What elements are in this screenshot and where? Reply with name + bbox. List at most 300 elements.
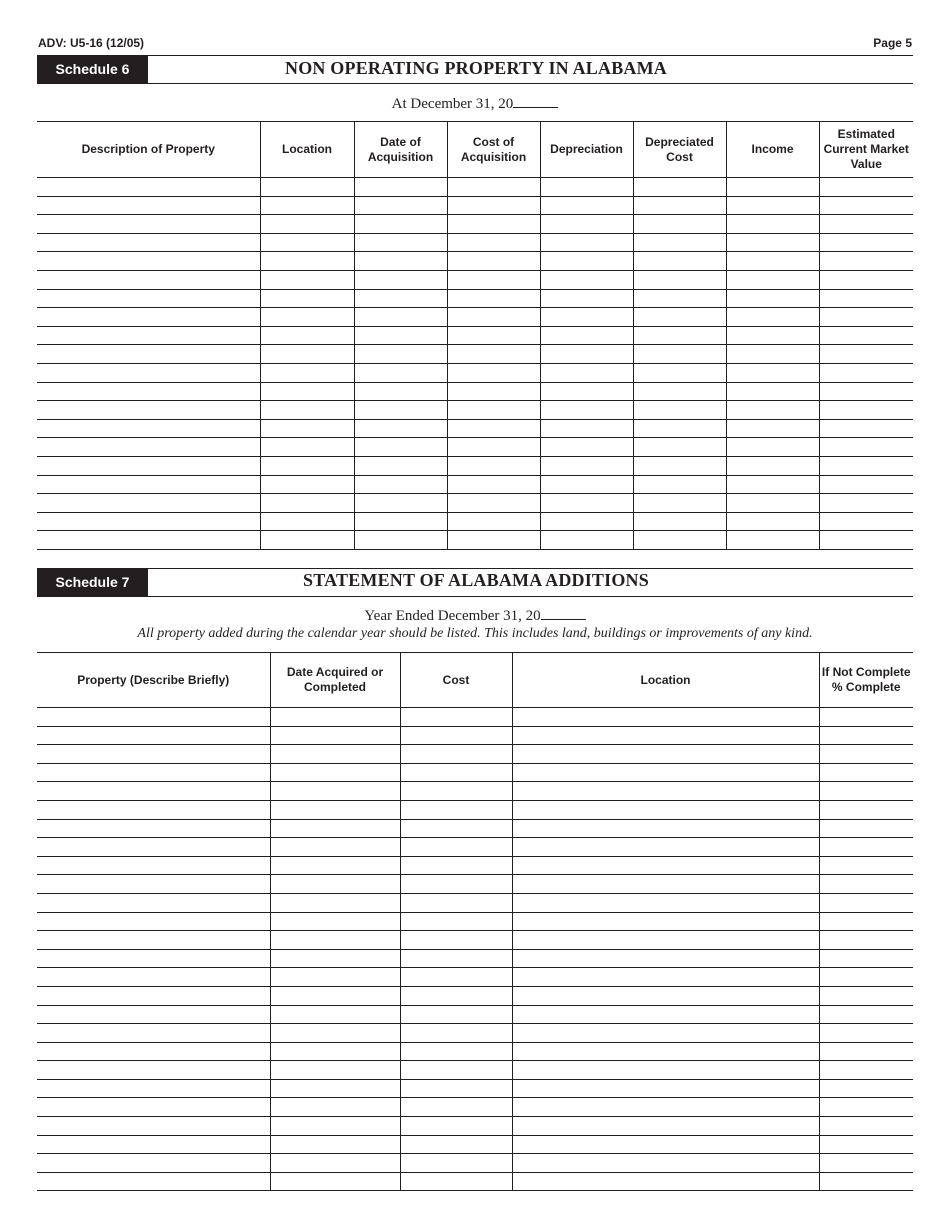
schedule7-entry-cell[interactable] <box>270 708 400 727</box>
schedule6-entry-cell[interactable] <box>726 326 819 345</box>
schedule7-entry-cell[interactable] <box>819 1098 913 1117</box>
schedule7-column-header: If Not Complete % Complete <box>819 653 913 708</box>
schedule6-entry-cell[interactable] <box>37 252 260 271</box>
schedule7-entry-cell[interactable] <box>270 856 400 875</box>
schedule6-entry-cell[interactable] <box>447 382 540 401</box>
schedule6-entry-cell[interactable] <box>260 531 354 550</box>
schedule6-entry-cell[interactable] <box>37 345 260 364</box>
schedule6-entry-cell[interactable] <box>37 456 260 475</box>
schedule7-entry-cell[interactable] <box>37 912 270 931</box>
schedule6-entry-cell[interactable] <box>260 326 354 345</box>
schedule7-entry-cell[interactable] <box>512 1005 819 1024</box>
schedule6-entry-cell[interactable] <box>726 270 819 289</box>
schedule6-entry-cell[interactable] <box>633 382 726 401</box>
schedule6-entry-cell[interactable] <box>819 196 913 215</box>
schedule6-entry-cell[interactable] <box>819 270 913 289</box>
schedule6-entry-cell[interactable] <box>447 475 540 494</box>
schedule6-entry-cell[interactable] <box>819 456 913 475</box>
schedule7-entry-cell[interactable] <box>37 838 270 857</box>
schedule7-entry-cell[interactable] <box>37 856 270 875</box>
schedule7-entry-cell[interactable] <box>819 800 913 819</box>
schedule6-entry-cell[interactable] <box>540 270 633 289</box>
schedule6-entry-cell[interactable] <box>260 345 354 364</box>
schedule7-entry-cell[interactable] <box>512 1061 819 1080</box>
schedule7-entry-cell[interactable] <box>37 1079 270 1098</box>
schedule6-entry-cell[interactable] <box>354 345 447 364</box>
schedule6-entry-cell[interactable] <box>633 270 726 289</box>
schedule7-entry-cell[interactable] <box>37 949 270 968</box>
schedule7-entry-cell[interactable] <box>819 1042 913 1061</box>
schedule6-entry-cell[interactable] <box>633 363 726 382</box>
schedule7-entry-cell[interactable] <box>512 1024 819 1043</box>
schedule6-entry-cell[interactable] <box>540 233 633 252</box>
schedule6-entry-cell[interactable] <box>540 326 633 345</box>
schedule7-entry-cell[interactable] <box>400 838 512 857</box>
schedule6-title: NON OPERATING PROPERTY IN ALABAMA <box>285 58 667 78</box>
schedule6-entry-cell[interactable] <box>726 382 819 401</box>
schedule6-entry-cell[interactable] <box>633 252 726 271</box>
schedule6-entry-cell[interactable] <box>354 531 447 550</box>
schedule6-entry-cell[interactable] <box>633 215 726 234</box>
schedule7-entry-cell[interactable] <box>819 856 913 875</box>
schedule7-entry-cell[interactable] <box>400 1042 512 1061</box>
schedule6-entry-cell[interactable] <box>37 215 260 234</box>
schedule6-entry-cell[interactable] <box>819 438 913 457</box>
schedule7-entry-cell[interactable] <box>819 1061 913 1080</box>
schedule7-entry-cell[interactable] <box>512 1117 819 1136</box>
schedule7-entry-cell[interactable] <box>270 1005 400 1024</box>
schedule6-entry-cell[interactable] <box>726 345 819 364</box>
schedule7-entry-cell[interactable] <box>819 949 913 968</box>
schedule7-entry-cell[interactable] <box>400 931 512 950</box>
schedule6-entry-cell[interactable] <box>819 531 913 550</box>
schedule6-entry-cell[interactable] <box>260 382 354 401</box>
schedule7-entry-cell[interactable] <box>270 763 400 782</box>
schedule6-entry-cell[interactable] <box>726 196 819 215</box>
schedule6-entry-cell[interactable] <box>726 456 819 475</box>
schedule6-entry-cell[interactable] <box>819 419 913 438</box>
schedule7-entry-cell[interactable] <box>270 838 400 857</box>
schedule6-entry-cell[interactable] <box>354 456 447 475</box>
schedule6-entry-cell[interactable] <box>726 401 819 420</box>
schedule6-entry-cell[interactable] <box>260 475 354 494</box>
schedule6-entry-cell[interactable] <box>540 345 633 364</box>
schedule7-entry-cell[interactable] <box>819 986 913 1005</box>
schedule6-entry-cell[interactable] <box>37 233 260 252</box>
schedule6-year-blank[interactable] <box>513 95 558 108</box>
schedule6-entry-cell[interactable] <box>633 438 726 457</box>
schedule7-entry-cell[interactable] <box>37 1154 270 1173</box>
schedule6-entry-cell[interactable] <box>540 475 633 494</box>
schedule6-entry-cell[interactable] <box>354 494 447 513</box>
schedule6-entry-cell[interactable] <box>354 326 447 345</box>
schedule6-entry-cell[interactable] <box>819 326 913 345</box>
schedule6-entry-cell[interactable] <box>447 178 540 197</box>
schedule6-entry-cell[interactable] <box>260 178 354 197</box>
schedule6-entry-cell[interactable] <box>726 531 819 550</box>
schedule7-entry-cell[interactable] <box>400 875 512 894</box>
schedule6-entry-cell[interactable] <box>540 494 633 513</box>
schedule7-entry-cell[interactable] <box>37 726 270 745</box>
schedule7-entry-cell[interactable] <box>819 726 913 745</box>
schedule6-entry-cell[interactable] <box>819 494 913 513</box>
schedule7-entry-cell[interactable] <box>400 745 512 764</box>
schedule7-entry-cell[interactable] <box>819 708 913 727</box>
schedule6-entry-cell[interactable] <box>37 438 260 457</box>
schedule7-entry-cell[interactable] <box>819 968 913 987</box>
schedule7-entry-cell[interactable] <box>819 838 913 857</box>
schedule6-entry-cell[interactable] <box>447 531 540 550</box>
schedule6-entry-cell[interactable] <box>260 363 354 382</box>
schedule6-entry-cell[interactable] <box>447 196 540 215</box>
schedule7-entry-cell[interactable] <box>512 819 819 838</box>
schedule6-entry-cell[interactable] <box>354 382 447 401</box>
schedule6-entry-cell[interactable] <box>447 494 540 513</box>
schedule7-entry-cell[interactable] <box>400 856 512 875</box>
schedule6-entry-cell[interactable] <box>540 363 633 382</box>
schedule6-entry-cell[interactable] <box>633 531 726 550</box>
schedule7-entry-cell[interactable] <box>270 875 400 894</box>
schedule6-entry-cell[interactable] <box>37 178 260 197</box>
schedule6-entry-cell[interactable] <box>819 382 913 401</box>
schedule7-entry-cell[interactable] <box>512 949 819 968</box>
schedule7-entry-cell[interactable] <box>400 1154 512 1173</box>
schedule6-entry-cell[interactable] <box>540 419 633 438</box>
schedule7-entry-cell[interactable] <box>37 1117 270 1136</box>
schedule7-entry-cell[interactable] <box>270 968 400 987</box>
schedule6-entry-cell[interactable] <box>447 345 540 364</box>
schedule7-entry-cell[interactable] <box>400 726 512 745</box>
schedule7-entry-cell[interactable] <box>819 1024 913 1043</box>
schedule6-entry-cell[interactable] <box>37 196 260 215</box>
schedule6-entry-cell[interactable] <box>447 363 540 382</box>
schedule7-entry-cell[interactable] <box>819 912 913 931</box>
schedule7-entry-cell[interactable] <box>512 763 819 782</box>
schedule7-entry-cell[interactable] <box>270 1098 400 1117</box>
schedule7-year-blank[interactable] <box>541 607 586 620</box>
schedule7-entry-cell[interactable] <box>270 1117 400 1136</box>
schedule6-entry-cell[interactable] <box>447 252 540 271</box>
schedule6-entry-cell[interactable] <box>540 382 633 401</box>
schedule6-entry-cell[interactable] <box>726 363 819 382</box>
schedule7-entry-cell[interactable] <box>819 1117 913 1136</box>
schedule6-entry-cell[interactable] <box>540 512 633 531</box>
schedule6-table-row <box>37 270 913 289</box>
schedule6-entry-cell[interactable] <box>354 270 447 289</box>
schedule6-entry-cell[interactable] <box>260 270 354 289</box>
schedule7-entry-cell[interactable] <box>819 763 913 782</box>
schedule6-entry-cell[interactable] <box>37 270 260 289</box>
schedule6-entry-cell[interactable] <box>354 438 447 457</box>
schedule7-entry-cell[interactable] <box>270 782 400 801</box>
schedule7-entry-cell[interactable] <box>37 1098 270 1117</box>
schedule6-entry-cell[interactable] <box>819 178 913 197</box>
schedule7-entry-cell[interactable] <box>37 745 270 764</box>
schedule6-entry-cell[interactable] <box>354 363 447 382</box>
schedule6-entry-cell[interactable] <box>37 363 260 382</box>
schedule6-entry-cell[interactable] <box>726 252 819 271</box>
schedule7-entry-cell[interactable] <box>37 931 270 950</box>
schedule6-entry-cell[interactable] <box>447 233 540 252</box>
schedule6-entry-cell[interactable] <box>633 326 726 345</box>
schedule6-entry-cell[interactable] <box>260 401 354 420</box>
schedule6-entry-cell[interactable] <box>260 438 354 457</box>
schedule6-entry-cell[interactable] <box>37 475 260 494</box>
schedule7-entry-cell[interactable] <box>400 819 512 838</box>
schedule6-entry-cell[interactable] <box>37 531 260 550</box>
schedule7-entry-cell[interactable] <box>270 745 400 764</box>
schedule7-entry-cell[interactable] <box>37 782 270 801</box>
schedule6-entry-cell[interactable] <box>819 252 913 271</box>
schedule6-entry-cell[interactable] <box>633 345 726 364</box>
schedule6-entry-cell[interactable] <box>260 419 354 438</box>
schedule6-entry-cell[interactable] <box>633 456 726 475</box>
schedule6-entry-cell[interactable] <box>37 494 260 513</box>
schedule6-entry-cell[interactable] <box>447 215 540 234</box>
schedule7-entry-cell[interactable] <box>400 1172 512 1191</box>
schedule6-entry-cell[interactable] <box>260 456 354 475</box>
schedule6-entry-cell[interactable] <box>819 289 913 308</box>
schedule7-entry-cell[interactable] <box>270 800 400 819</box>
schedule6-entry-cell[interactable] <box>633 289 726 308</box>
schedule7-entry-cell[interactable] <box>270 949 400 968</box>
schedule7-entry-cell[interactable] <box>400 782 512 801</box>
schedule6-entry-cell[interactable] <box>540 289 633 308</box>
schedule7-entry-cell[interactable] <box>512 1042 819 1061</box>
schedule6-entry-cell[interactable] <box>819 363 913 382</box>
schedule7-table-row <box>37 1024 913 1043</box>
schedule7-entry-cell[interactable] <box>270 1172 400 1191</box>
schedule6-entry-cell[interactable] <box>540 215 633 234</box>
schedule6-entry-cell[interactable] <box>354 308 447 327</box>
schedule7-entry-cell[interactable] <box>270 726 400 745</box>
schedule7-entry-cell[interactable] <box>512 968 819 987</box>
schedule7-entry-cell[interactable] <box>400 912 512 931</box>
schedule7-entry-cell[interactable] <box>37 1005 270 1024</box>
schedule7-entry-cell[interactable] <box>400 1061 512 1080</box>
schedule6-entry-cell[interactable] <box>633 308 726 327</box>
schedule7-entry-cell[interactable] <box>512 1098 819 1117</box>
schedule7-entry-cell[interactable] <box>400 949 512 968</box>
schedule7-entry-cell[interactable] <box>512 726 819 745</box>
schedule6-entry-cell[interactable] <box>540 456 633 475</box>
schedule7-entry-cell[interactable] <box>819 893 913 912</box>
schedule7-entry-cell[interactable] <box>270 893 400 912</box>
schedule6-entry-cell[interactable] <box>819 345 913 364</box>
schedule6-entry-cell[interactable] <box>354 215 447 234</box>
schedule7-entry-cell[interactable] <box>270 912 400 931</box>
schedule6-entry-cell[interactable] <box>726 494 819 513</box>
schedule6-entry-cell[interactable] <box>726 512 819 531</box>
schedule6-entry-cell[interactable] <box>540 252 633 271</box>
schedule7-entry-cell[interactable] <box>270 1024 400 1043</box>
schedule6-entry-cell[interactable] <box>633 512 726 531</box>
schedule7-entry-cell[interactable] <box>37 875 270 894</box>
schedule7-entry-cell[interactable] <box>400 893 512 912</box>
schedule6-entry-cell[interactable] <box>37 289 260 308</box>
schedule6-entry-cell[interactable] <box>354 475 447 494</box>
schedule6-entry-cell[interactable] <box>726 475 819 494</box>
schedule7-entry-cell[interactable] <box>512 800 819 819</box>
schedule6-entry-cell[interactable] <box>447 401 540 420</box>
schedule7-entry-cell[interactable] <box>270 819 400 838</box>
schedule6-entry-cell[interactable] <box>726 178 819 197</box>
schedule7-entry-cell[interactable] <box>270 986 400 1005</box>
schedule7-entry-cell[interactable] <box>819 1154 913 1173</box>
schedule7-entry-cell[interactable] <box>512 931 819 950</box>
schedule6-entry-cell[interactable] <box>260 252 354 271</box>
schedule7-entry-cell[interactable] <box>37 1061 270 1080</box>
schedule7-entry-cell[interactable] <box>400 1117 512 1136</box>
schedule6-entry-cell[interactable] <box>540 196 633 215</box>
schedule7-entry-cell[interactable] <box>400 763 512 782</box>
schedule6-entry-cell[interactable] <box>260 215 354 234</box>
schedule6-entry-cell[interactable] <box>447 326 540 345</box>
schedule7-entry-cell[interactable] <box>512 875 819 894</box>
schedule7-entry-cell[interactable] <box>819 819 913 838</box>
schedule7-entry-cell[interactable] <box>37 968 270 987</box>
schedule7-entry-cell[interactable] <box>270 1079 400 1098</box>
schedule7-entry-cell[interactable] <box>270 1042 400 1061</box>
schedule7-entry-cell[interactable] <box>512 838 819 857</box>
schedule6-entry-cell[interactable] <box>354 419 447 438</box>
schedule7-entry-cell[interactable] <box>37 1135 270 1154</box>
schedule6-entry-cell[interactable] <box>37 382 260 401</box>
schedule7-entry-cell[interactable] <box>400 1098 512 1117</box>
schedule6-table-row <box>37 456 913 475</box>
schedule7-entry-cell[interactable] <box>512 1135 819 1154</box>
schedule6-entry-cell[interactable] <box>726 215 819 234</box>
schedule6-entry-cell[interactable] <box>726 419 819 438</box>
schedule6-table-row <box>37 382 913 401</box>
schedule7-entry-cell[interactable] <box>400 1024 512 1043</box>
schedule7-entry-cell[interactable] <box>819 782 913 801</box>
schedule7-entry-cell[interactable] <box>37 986 270 1005</box>
schedule7-entry-cell[interactable] <box>400 708 512 727</box>
schedule6-entry-cell[interactable] <box>726 289 819 308</box>
schedule6-entry-cell[interactable] <box>633 196 726 215</box>
schedule6-entry-cell[interactable] <box>354 252 447 271</box>
schedule7-entry-cell[interactable] <box>512 893 819 912</box>
schedule6-entry-cell[interactable] <box>37 419 260 438</box>
schedule7-entry-cell[interactable] <box>270 931 400 950</box>
schedule6-entry-cell[interactable] <box>726 233 819 252</box>
schedule6-entry-cell[interactable] <box>633 419 726 438</box>
schedule6-entry-cell[interactable] <box>260 289 354 308</box>
schedule6-entry-cell[interactable] <box>354 401 447 420</box>
schedule7-entry-cell[interactable] <box>270 1135 400 1154</box>
schedule7-entry-cell[interactable] <box>37 819 270 838</box>
schedule6-entry-cell[interactable] <box>819 512 913 531</box>
schedule6-entry-cell[interactable] <box>447 438 540 457</box>
schedule6-entry-cell[interactable] <box>260 233 354 252</box>
schedule6-entry-cell[interactable] <box>354 512 447 531</box>
schedule6-entry-cell[interactable] <box>37 308 260 327</box>
schedule7-entry-cell[interactable] <box>819 745 913 764</box>
schedule6-entry-cell[interactable] <box>37 401 260 420</box>
schedule6-entry-cell[interactable] <box>447 456 540 475</box>
schedule7-entry-cell[interactable] <box>37 893 270 912</box>
schedule6-entry-cell[interactable] <box>819 401 913 420</box>
schedule6-entry-cell[interactable] <box>540 531 633 550</box>
schedule7-entry-cell[interactable] <box>512 1154 819 1173</box>
schedule7-entry-cell[interactable] <box>512 986 819 1005</box>
schedule7-entry-cell[interactable] <box>400 1135 512 1154</box>
schedule6-entry-cell[interactable] <box>540 438 633 457</box>
schedule6-entry-cell[interactable] <box>726 308 819 327</box>
schedule7-entry-cell[interactable] <box>270 1061 400 1080</box>
schedule7-entry-cell[interactable] <box>37 1042 270 1061</box>
schedule6-entry-cell[interactable] <box>819 233 913 252</box>
schedule6-entry-cell[interactable] <box>819 215 913 234</box>
schedule6-entry-cell[interactable] <box>726 438 819 457</box>
schedule7-entry-cell[interactable] <box>819 1079 913 1098</box>
schedule6-entry-cell[interactable] <box>447 308 540 327</box>
schedule6-entry-cell[interactable] <box>633 178 726 197</box>
schedule7-entry-cell[interactable] <box>819 931 913 950</box>
schedule7-entry-cell[interactable] <box>400 1079 512 1098</box>
schedule7-entry-cell[interactable] <box>512 912 819 931</box>
schedule6-entry-cell[interactable] <box>633 401 726 420</box>
schedule7-entry-cell[interactable] <box>400 1005 512 1024</box>
schedule6-entry-cell[interactable] <box>260 512 354 531</box>
schedule6-entry-cell[interactable] <box>260 196 354 215</box>
schedule6-entry-cell[interactable] <box>447 512 540 531</box>
schedule6-entry-cell[interactable] <box>633 233 726 252</box>
schedule7-entry-cell[interactable] <box>37 1172 270 1191</box>
schedule6-entry-cell[interactable] <box>447 419 540 438</box>
schedule6-entry-cell[interactable] <box>633 494 726 513</box>
schedule6-entry-cell[interactable] <box>819 475 913 494</box>
schedule6-entry-cell[interactable] <box>354 233 447 252</box>
schedule6-entry-cell[interactable] <box>37 326 260 345</box>
schedule6-entry-cell[interactable] <box>633 475 726 494</box>
schedule6-entry-cell[interactable] <box>540 178 633 197</box>
schedule7-entry-cell[interactable] <box>37 708 270 727</box>
schedule6-entry-cell[interactable] <box>819 308 913 327</box>
schedule7-entry-cell[interactable] <box>512 782 819 801</box>
schedule7-entry-cell[interactable] <box>819 875 913 894</box>
schedule7-entry-cell[interactable] <box>400 968 512 987</box>
schedule6-entry-cell[interactable] <box>540 308 633 327</box>
schedule7-entry-cell[interactable] <box>512 1172 819 1191</box>
schedule7-entry-cell[interactable] <box>512 708 819 727</box>
schedule6-entry-cell[interactable] <box>37 512 260 531</box>
schedule6-entry-cell[interactable] <box>447 270 540 289</box>
schedule7-entry-cell[interactable] <box>512 1079 819 1098</box>
schedule7-entry-cell[interactable] <box>37 1024 270 1043</box>
schedule7-table-row <box>37 800 913 819</box>
schedule7-entry-cell[interactable] <box>512 856 819 875</box>
schedule6-entry-cell[interactable] <box>260 308 354 327</box>
schedule7-entry-cell[interactable] <box>819 1005 913 1024</box>
schedule6-entry-cell[interactable] <box>354 178 447 197</box>
schedule7-entry-cell[interactable] <box>819 1172 913 1191</box>
schedule7-entry-cell[interactable] <box>400 800 512 819</box>
schedule6-entry-cell[interactable] <box>260 494 354 513</box>
schedule6-entry-cell[interactable] <box>354 289 447 308</box>
schedule6-entry-cell[interactable] <box>540 401 633 420</box>
schedule6-entry-cell[interactable] <box>447 289 540 308</box>
schedule6-table-row <box>37 345 913 364</box>
schedule7-entry-cell[interactable] <box>512 745 819 764</box>
schedule7-entry-cell[interactable] <box>37 800 270 819</box>
schedule7-entry-cell[interactable] <box>270 1154 400 1173</box>
schedule6-entry-cell[interactable] <box>354 196 447 215</box>
schedule7-entry-cell[interactable] <box>400 986 512 1005</box>
schedule7-entry-cell[interactable] <box>37 763 270 782</box>
schedule7-entry-cell[interactable] <box>819 1135 913 1154</box>
